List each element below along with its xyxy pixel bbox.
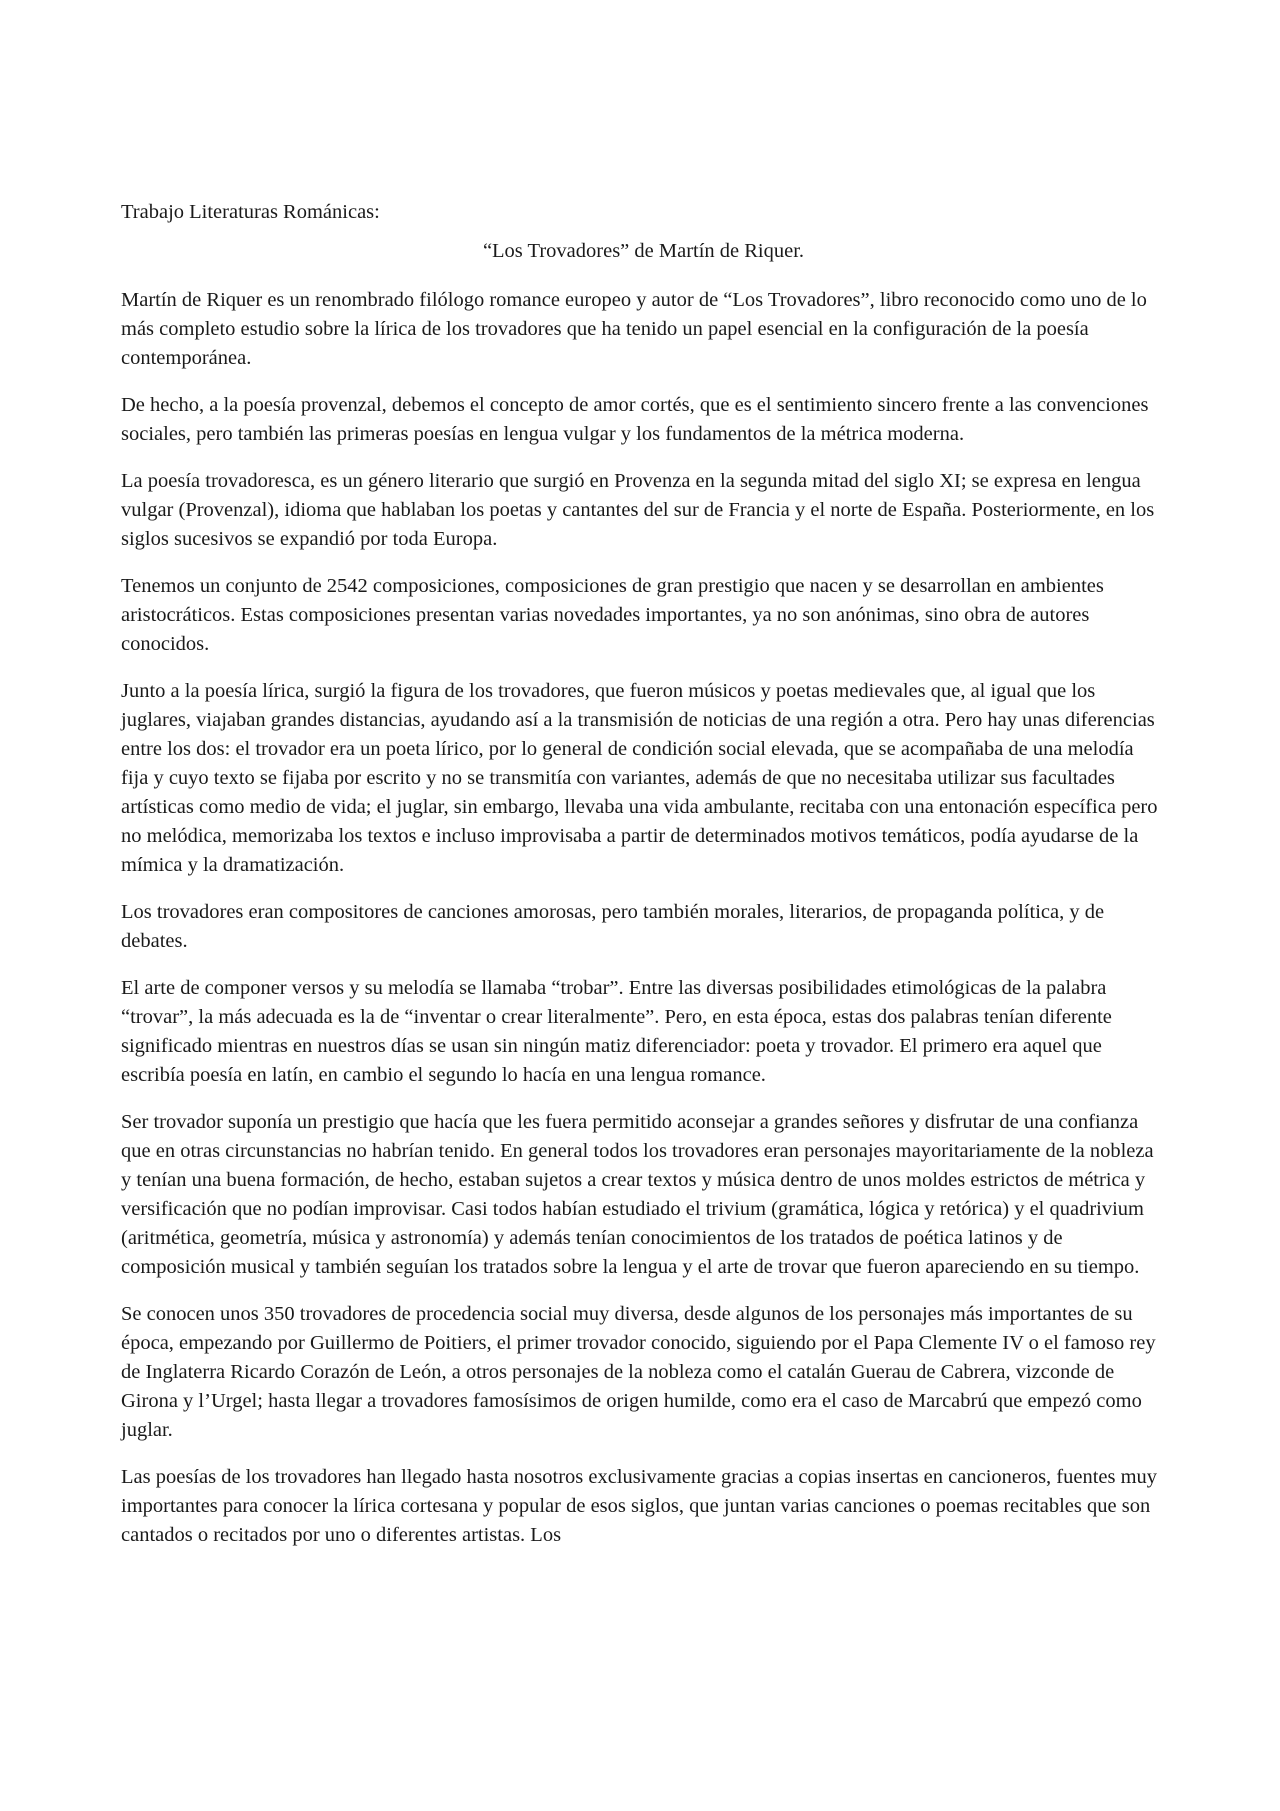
paragraph-4: Tenemos un conjunto de 2542 composiciones, composiciones de gran prestigio que nacen y se desarrollan en ambientes aristocráticos. Estas composiciones presentan varias novedades importantes, ya no son anónimas, sino obra de autores conocidos.: [121, 575, 1104, 655]
document-heading: Trabajo Literaturas Románicas:: [121, 201, 380, 223]
paragraph-1: Martín de Riquer es un renombrado filólogo romance europeo y autor de “Los Trovadores”, libro reconocido como uno de lo más completo estudio sobre la lírica de los trovadores que ha tenido un papel esencial en la configuración de la poesía contemporánea.: [121, 289, 1147, 369]
document-title: “Los Trovadores” de Martín de Riquer.: [482, 240, 805, 262]
paragraph-5: Junto a la poesía lírica, surgió la figura de los trovadores, que fueron músicos y poetas medievales que, al igual que los juglares, viajaban grandes distancias, ayudando así a la transmisión de noticias de una región a otra. Pero hay unas diferencias entre los dos: el trovador era un poeta lírico, por lo general de condición social elevada, que se acompañaba de una melodía fija y cuyo texto se fijaba por escrito y no se transmitía con variantes, además de que no necesitaba utilizar sus facultades artísticas como medio de vida; el juglar, sin embargo, llevaba una vida ambulante, recitaba con una entonación específica pero no melódica, memorizaba los textos e incluso improvisaba a partir de determinados motivos temáticos, podía ayudarse de la mímica y la dramatización.: [121, 680, 1158, 876]
paragraph-3: La poesía trovadoresca, es un género literario que surgió en Provenza en la segunda mitad del siglo XI; se expresa en lengua vulgar (Provenzal), idioma que hablaban los poetas y cantantes del sur de Francia y el norte de España. Posteriormente, en los siglos sucesivos se expandió por toda Europa.: [121, 470, 1155, 550]
paragraph-8: Ser trovador suponía un prestigio que hacía que les fuera permitido aconsejar a grandes señores y disfrutar de una confianza que en otras circunstancias no habrían tenido. En general todos los trovadores eran personajes mayoritariamente de la nobleza y tenían una buena formación, de hecho, estaban sujetos a crear textos y música dentro de unos moldes estrictos de métrica y versificación que no podían improvisar. Casi todos habían estudiado el trivium (gramática, lógica y retórica) y el quadrivium (aritmética, geometría, música y astronomía) y además tenían conocimientos de los tratados de poética latinos y de composición musical y también seguían los tratados sobre la lengua y el arte de trovar que fueron apareciendo en su tiempo.: [121, 1111, 1154, 1278]
paragraph-7: El arte de componer versos y su melodía se llamaba “trobar”. Entre las diversas posibilidades etimológicas de la palabra “trovar”, la más adecuada es la de “inventar o crear literalmente”. Pero, en esta época, estas dos palabras tenían diferente significado mientras en nuestros días se usan sin ningún matiz diferenciador: poeta y trovador. El primero era aquel que escribía poesía en latín, en cambio el segundo lo hacía en una lengua romance.: [121, 977, 1112, 1086]
document-page: [121, 198, 1166, 1568]
paragraph-2: De hecho, a la poesía provenzal, debemos el concepto de amor cortés, que es el sentimiento sincero frente a las convenciones sociales, pero también las primeras poesías en lengua vulgar y los fundamentos de la métrica moderna.: [121, 394, 1149, 445]
paragraph-9: Se conocen unos 350 trovadores de procedencia social muy diversa, desde algunos de los personajes más importantes de su época, empezando por Guillermo de Poitiers, el primer trovador conocido, siguiendo por el Papa Clemente IV o el famoso rey de Inglaterra Ricardo Corazón de León, a otros personajes de la nobleza como el catalán Guerau de Cabrera, vizconde de Girona y l’Urgel; hasta llegar a trovadores famosísimos de origen humilde, como era el caso de Marcabrú que empezó como juglar.: [121, 1303, 1156, 1441]
paragraph-10: Las poesías de los trovadores han llegado hasta nosotros exclusivamente gracias a copias insertas en cancioneros, fuentes muy importantes para conocer la lírica cortesana y popular de esos siglos, que juntan varias canciones o poemas recitables que son cantados o recitados por uno o diferentes artistas. Los: [121, 1466, 1158, 1546]
paragraph-6: Los trovadores eran compositores de canciones amorosas, pero también morales, literarios, de propaganda política, y de debates.: [121, 901, 1105, 952]
